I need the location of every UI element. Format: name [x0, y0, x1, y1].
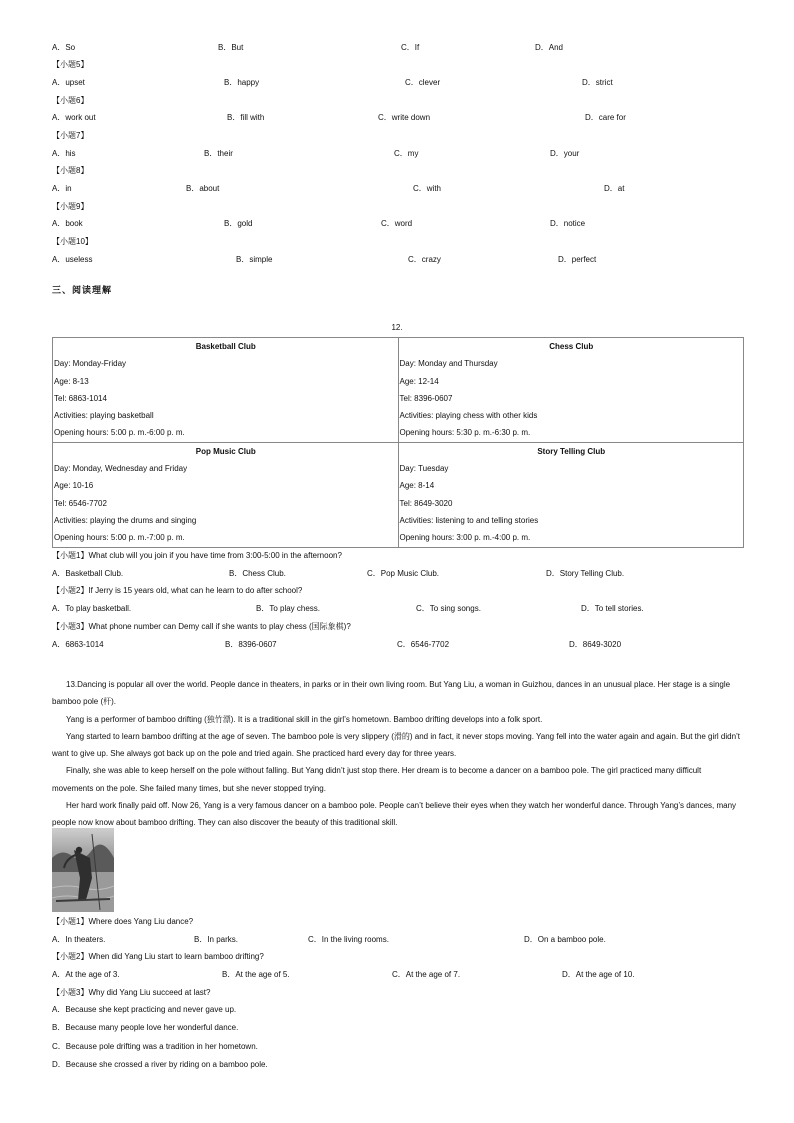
question-13-2: 【小题2】When did Yang Liu start to learn bamboo drifting? — [52, 952, 264, 961]
option-b[interactable]: B．happy — [224, 78, 260, 87]
paragraph: Her hard work finally paid off. Now 26, Yang is a very famous dancer on a bamboo pole. People can’t believe their eyes when they watch her wonderful dance. Through Yang’s dances, many people now know about bamboo drifting. They can also discover the beauty of this traditional skill. — [52, 801, 737, 828]
club-activities: Activities: playing the drums and singing — [54, 515, 197, 525]
option-c[interactable]: C．crazy — [408, 255, 441, 264]
club-tel: Tel: 8649-3020 — [399, 498, 453, 508]
option-c[interactable]: C．with — [413, 184, 442, 193]
option-b[interactable]: B．8396-0607 — [225, 640, 277, 649]
options-row — [0, 934, 794, 946]
option-a-row[interactable]: A．Because she kept practicing and never gave up. — [52, 1005, 237, 1014]
question-number-12: 12. — [391, 323, 403, 332]
club-age: Age: 12-14 — [399, 376, 439, 386]
option-c-row[interactable]: C．Because pole drifting was a tradition in her hometown. — [52, 1042, 258, 1051]
club-tel: Tel: 6546-7702 — [54, 498, 107, 508]
option-c[interactable]: C．At the age of 7. — [392, 970, 461, 979]
club-cell-pop-music — [53, 442, 399, 547]
cloze-row-6 — [0, 112, 794, 124]
cloze-row-5 — [0, 77, 794, 89]
option-d[interactable]: D．8649-3020 — [569, 640, 622, 649]
subquestion-label-7: 【小题7】 — [52, 131, 89, 140]
cloze-row-9 — [0, 218, 794, 230]
cloze-row-10 — [0, 254, 794, 266]
options-row — [0, 969, 794, 981]
option-b-row[interactable]: B．Because many people love her wonderful dance. — [52, 1023, 239, 1032]
option-d[interactable]: D．To tell stories. — [581, 604, 644, 613]
club-hours: Opening hours: 5:00 p. m.-7:00 p. m. — [54, 533, 185, 543]
option-c[interactable]: C．clever — [405, 78, 441, 87]
option-d[interactable]: D．At the age of 10. — [562, 970, 635, 979]
option-a[interactable]: A．upset — [52, 78, 85, 87]
option-a[interactable]: A．useless — [52, 255, 93, 264]
option-a[interactable]: A．book — [52, 219, 83, 228]
option-a[interactable]: A．6863-1014 — [52, 640, 104, 649]
club-name: Pop Music Club — [195, 446, 256, 456]
option-b[interactable]: B．But — [218, 43, 244, 52]
club-tel: Tel: 8396-0607 — [399, 393, 453, 403]
cloze-row-7 — [0, 148, 794, 160]
option-c[interactable]: C．6546-7702 — [397, 640, 450, 649]
club-age: Age: 8-14 — [399, 481, 435, 491]
options-row — [0, 568, 794, 580]
paragraph: Yang is a performer of bamboo drifting (独竹漂). It is a traditional skill in the girl’s hometown. Bamboo drifting develops into a folk sport. — [66, 714, 543, 724]
cloze-row-4 — [0, 42, 794, 54]
paragraph: Yang started to learn bamboo drifting at the age of seven. The bamboo pole is very slippery (滑的) and in fact, it never stops moving. Yang fell into the water again and again. But the girl didn’t want to give up. She always got back up on the pole and tried again. She practiced hard every day for three years. — [52, 731, 741, 759]
club-age: Age: 8-13 — [54, 376, 89, 386]
option-a[interactable]: A．Basketball Club. — [52, 569, 124, 578]
option-d[interactable]: D．notice — [550, 219, 586, 228]
question-13-1: 【小题1】Where does Yang Liu dance? — [52, 917, 194, 926]
question-12-2: 【小题2】If Jerry is 15 years old, what can he learn to do after school? — [52, 586, 303, 595]
club-cell-chess — [398, 338, 744, 443]
option-d-row[interactable]: D．Because she crossed a river by riding on a bamboo pole. — [52, 1060, 268, 1069]
option-b[interactable]: B．In parks. — [194, 935, 239, 944]
subquestion-label-5: 【小题5】 — [52, 60, 89, 69]
option-b[interactable]: B．about — [186, 184, 220, 193]
option-d[interactable]: D．perfect — [558, 255, 597, 264]
option-c[interactable]: C．my — [394, 149, 419, 158]
option-b[interactable]: B．their — [204, 149, 233, 158]
table-row — [53, 442, 744, 547]
club-cell-basketball — [53, 338, 399, 443]
options-row — [0, 639, 794, 651]
table-row — [53, 338, 744, 443]
club-hours: Opening hours: 5:30 p. m.-6:30 p. m. — [399, 428, 531, 438]
subquestion-label-9: 【小题9】 — [52, 202, 89, 211]
club-day: Day: Monday-Friday — [54, 359, 127, 369]
option-d[interactable]: D．And — [535, 43, 564, 52]
option-b[interactable]: B．gold — [224, 219, 253, 228]
option-b[interactable]: B．To play chess. — [256, 604, 321, 613]
clubs-table — [52, 337, 744, 548]
option-c[interactable]: C．If — [401, 43, 420, 52]
bamboo-dancer-photo — [52, 828, 114, 912]
option-d[interactable]: D．your — [550, 149, 580, 158]
question-12-3: 【小题3】What phone number can Demy call if she wants to play chess (国际象棋)? — [52, 622, 351, 631]
paragraph: Finally, she was able to keep herself on the pole without falling. But Yang didn’t just stop there. Her dream is to become a dancer on a bamboo pole. The girl practiced many difficult movements on the pole. She failed many times, but she never stopped trying. — [52, 766, 702, 793]
reading-passage — [52, 676, 742, 832]
option-b[interactable]: B．fill with — [227, 113, 265, 122]
subquestion-label-10: 【小题10】 — [52, 237, 93, 246]
subquestion-label-8: 【小题8】 — [52, 166, 89, 175]
option-d[interactable]: D．strict — [582, 78, 613, 87]
club-cell-story-telling — [398, 442, 744, 547]
club-tel: Tel: 6863-1014 — [54, 393, 107, 403]
club-hours: Opening hours: 5:00 p. m.-6:00 p. m. — [54, 428, 185, 438]
option-d[interactable]: D．On a bamboo pole. — [524, 935, 606, 944]
club-name: Basketball Club — [195, 342, 256, 351]
club-day: Day: Monday, Wednesday and Friday — [54, 464, 188, 474]
option-c[interactable]: C．write down — [378, 113, 431, 122]
question-13-3: 【小题3】Why did Yang Liu succeed at last? — [52, 988, 211, 997]
club-activities: Activities: playing basketball — [54, 411, 154, 421]
options-row — [0, 603, 794, 615]
club-name: Chess Club — [549, 342, 594, 351]
club-age: Age: 10-16 — [54, 481, 94, 491]
option-c[interactable]: C．Pop Music Club. — [367, 569, 440, 578]
subquestion-label-6: 【小题6】 — [52, 96, 89, 105]
option-c[interactable]: C．word — [381, 219, 413, 228]
option-a[interactable]: A．his — [52, 149, 76, 158]
club-activities: Activities: playing chess with other kids — [399, 411, 538, 421]
option-d[interactable]: D．Story Telling Club. — [546, 569, 625, 578]
option-b[interactable]: B．At the age of 5. — [222, 970, 290, 979]
option-b[interactable]: B．simple — [236, 255, 273, 264]
option-b[interactable]: B．Chess Club. — [229, 569, 286, 578]
paragraph: 13.Dancing is popular all over the world. People dance in theaters, in parks or in their own living room. But Yang Liu, a woman in Guizhou, dances in an unusual place. Her stage is a single bamboo pole (杆). — [52, 680, 731, 707]
section-title: 三、阅读理解 — [52, 285, 113, 295]
option-a[interactable]: A．work out — [52, 113, 96, 122]
option-a[interactable]: A．In theaters. — [52, 935, 106, 944]
option-d[interactable]: D．care for — [585, 113, 626, 122]
option-a[interactable]: A．At the age of 3. — [52, 970, 120, 979]
club-day: Day: Tuesday — [399, 464, 449, 474]
option-a[interactable]: A．So — [52, 43, 76, 52]
club-hours: Opening hours: 3:00 p. m.-4:00 p. m. — [399, 533, 531, 543]
option-c[interactable]: C．To sing songs. — [416, 604, 481, 613]
question-12-1: 【小题1】What club will you join if you have time from 3:00-5:00 in the afternoon? — [52, 551, 342, 560]
club-activities: Activities: listening to and telling stories — [399, 515, 539, 525]
option-c[interactable]: C．In the living rooms. — [308, 935, 389, 944]
club-name: Story Telling Club — [537, 446, 606, 456]
option-a[interactable]: A．in — [52, 184, 72, 193]
cloze-row-8 — [0, 183, 794, 195]
club-day: Day: Monday and Thursday — [399, 359, 498, 369]
option-d[interactable]: D．at — [604, 184, 625, 193]
option-a[interactable]: A．To play basketball. — [52, 604, 132, 613]
